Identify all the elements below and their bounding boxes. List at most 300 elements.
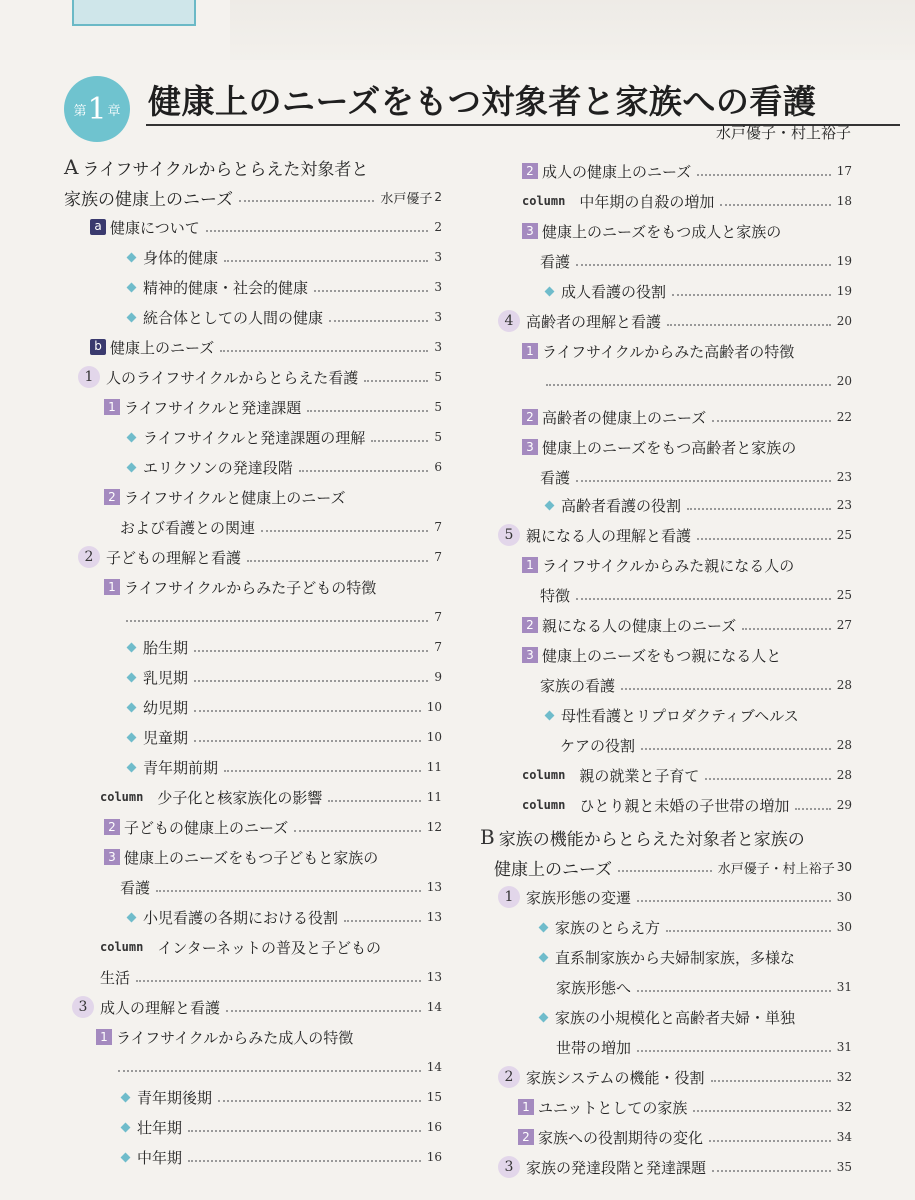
leader-dots (712, 420, 830, 422)
toc-entry-label: 母性看護とリプロダクティブヘルス (561, 706, 799, 725)
diamond-bullet-icon (127, 312, 137, 322)
toc-entry-label: ライフサイクルからみた子どもの特徴 (124, 578, 377, 597)
leader-dots (218, 1100, 421, 1102)
page-number: 7 (434, 520, 442, 534)
page-number: 2 (434, 220, 442, 234)
chapter-title: 健康上のニーズをもつ対象者と家族への看護 (148, 82, 817, 121)
toc-entry-label: 家族の機能からとらえた対象者と家族の (498, 829, 805, 850)
page-number: 23 (836, 470, 852, 484)
toc-entry-label: 特徴 (540, 586, 571, 605)
section-letter: A (64, 155, 79, 179)
leader-dots (294, 830, 420, 832)
diamond-bullet-icon (539, 1012, 549, 1022)
toc-entry-label: 家族の発達段階と発達課題 (526, 1158, 707, 1177)
toc-entry[interactable] (498, 884, 852, 910)
column-keyword: column (522, 194, 566, 208)
entry-author: 水戸優子・村上裕子 (717, 861, 835, 877)
toc-entry[interactable] (104, 814, 442, 840)
leader-dots (239, 200, 374, 202)
section-letter: B (480, 825, 495, 849)
leader-dots (687, 508, 831, 510)
toc-entry-label: 壮年期 (137, 1118, 183, 1137)
subsection-letter: a (90, 219, 106, 235)
page-number: 16 (426, 1150, 442, 1164)
toc-entry-label: 健康上のニーズ (110, 338, 215, 357)
page-number: 20 (836, 314, 852, 328)
leader-dots (247, 560, 428, 562)
leader-dots (314, 290, 428, 292)
diamond-bullet-icon (127, 252, 137, 262)
toc-entry[interactable] (556, 1034, 852, 1060)
page-number: 14 (426, 1060, 442, 1074)
chapter-prefix: 第 (73, 103, 87, 119)
toc-entry[interactable] (540, 368, 852, 394)
toc-entry[interactable] (126, 904, 442, 930)
toc-entry[interactable] (126, 304, 442, 330)
leader-dots (299, 470, 429, 472)
leader-dots (693, 1110, 830, 1112)
diamond-bullet-icon (121, 1122, 131, 1132)
toc-entry[interactable] (64, 154, 442, 180)
page-number: 32 (836, 1070, 852, 1084)
number-box: 2 (522, 617, 538, 633)
diamond-bullet-icon (121, 1152, 131, 1162)
page-number: 7 (434, 550, 442, 564)
leader-dots (224, 260, 428, 262)
leader-dots (328, 800, 420, 802)
toc-entry-label: 親になる人の健康上のニーズ (542, 616, 737, 635)
diamond-bullet-icon (545, 286, 555, 296)
leader-dots (226, 1010, 421, 1012)
toc-entry-label: および看護との関連 (120, 518, 256, 537)
toc-entry-label: 高齢者の健康上のニーズ (542, 408, 707, 427)
toc-entry-label: 成人の理解と看護 (100, 998, 221, 1017)
leader-dots (118, 1070, 421, 1072)
diamond-bullet-icon (127, 432, 137, 442)
diamond-bullet-icon (127, 912, 137, 922)
number-circle: 1 (78, 366, 100, 388)
toc-entry[interactable] (64, 184, 442, 210)
toc-entry-label: 健康について (110, 218, 200, 237)
toc-entry-label: 家族のとらえ方 (555, 918, 661, 937)
page-number: 5 (434, 430, 442, 444)
toc-entry[interactable] (538, 914, 852, 940)
toc-entry[interactable] (126, 244, 442, 270)
number-circle: 3 (498, 1156, 520, 1178)
toc-entry-label: 家族への役割期待の変化 (538, 1128, 704, 1147)
page-number: 32 (836, 1100, 852, 1114)
leader-dots (371, 440, 428, 442)
toc-entry[interactable] (522, 404, 852, 430)
page-number: 5 (434, 370, 442, 384)
toc-entry-label: 子どもの健康上のニーズ (124, 818, 289, 837)
leader-dots (364, 380, 428, 382)
leader-dots (194, 650, 428, 652)
page-number: 25 (836, 588, 852, 602)
number-box: 3 (522, 439, 538, 455)
toc-entry[interactable] (104, 844, 442, 870)
leader-dots (697, 538, 831, 540)
leader-dots (637, 990, 831, 992)
entry-author: 水戸優子 (380, 191, 433, 207)
toc-entry[interactable] (540, 672, 852, 698)
leader-dots (576, 264, 831, 266)
page-number: 6 (434, 460, 442, 474)
toc-entry-label: 家族の小規模化と高齢者夫婦・単独 (555, 1008, 796, 1027)
page-number: 14 (426, 1000, 442, 1014)
toc-entry-label: 児童期 (143, 728, 189, 747)
leader-dots (697, 174, 830, 176)
page-number: 13 (426, 910, 442, 924)
toc-entry[interactable] (78, 364, 442, 390)
page-number: 22 (836, 410, 852, 424)
page-number: 25 (836, 528, 852, 542)
column-keyword: column (100, 940, 144, 954)
toc-entry[interactable] (498, 1064, 852, 1090)
toc-entry[interactable] (126, 754, 442, 780)
toc-entry-label: 中年期の自殺の増加 (579, 192, 715, 211)
page-number: 20 (836, 374, 852, 388)
toc-entry[interactable] (540, 248, 852, 274)
toc-entry-label: 親になる人の理解と看護 (526, 526, 692, 545)
toc-entry[interactable] (498, 308, 852, 334)
toc-entry[interactable] (522, 434, 852, 460)
toc-entry[interactable] (120, 604, 442, 630)
page-number: 7 (434, 610, 442, 624)
leader-dots (576, 598, 831, 600)
page-number: 30 (836, 920, 852, 934)
leader-dots (621, 688, 831, 690)
page-number: 31 (836, 1040, 852, 1054)
toc-entry[interactable] (72, 994, 442, 1020)
number-box: 1 (518, 1099, 534, 1115)
leader-dots (156, 890, 421, 892)
toc-entry[interactable] (522, 338, 852, 364)
toc-entry[interactable] (544, 492, 852, 518)
subsection-letter: b (90, 339, 106, 355)
toc-entry-label: ライフサイクルからとらえた対象者と (82, 159, 369, 180)
page-number: 19 (836, 254, 852, 268)
leader-dots (795, 808, 830, 810)
number-box: 1 (96, 1029, 112, 1045)
page-number: 9 (434, 670, 442, 684)
leader-dots (307, 410, 428, 412)
toc-entry[interactable] (120, 1144, 442, 1170)
number-box: 3 (104, 849, 120, 865)
toc-entry-label: 幼児期 (143, 698, 189, 717)
leader-dots (344, 920, 421, 922)
toc-entry[interactable] (104, 484, 442, 510)
toc-entry[interactable] (100, 784, 442, 810)
toc-entry-label: 人のライフサイクルからとらえた看護 (106, 368, 359, 387)
diamond-bullet-icon (127, 732, 137, 742)
page-number: 16 (426, 1120, 442, 1134)
number-box: 3 (522, 223, 538, 239)
leader-dots (194, 740, 421, 742)
toc-entry[interactable] (522, 612, 852, 638)
page-number: 10 (426, 700, 442, 714)
number-circle: 4 (498, 310, 520, 332)
leader-dots (637, 900, 831, 902)
toc-entry[interactable] (78, 544, 442, 570)
toc-entry-label: インターネットの普及と子どもの (157, 938, 382, 957)
toc-entry[interactable] (120, 514, 442, 540)
toc-entry[interactable] (522, 218, 852, 244)
leader-dots (576, 480, 831, 482)
toc-entry[interactable] (522, 552, 852, 578)
toc-entry[interactable] (522, 188, 852, 214)
number-box: 2 (522, 163, 538, 179)
page-number: 15 (426, 1090, 442, 1104)
column-keyword: column (100, 790, 144, 804)
toc-entry-label: 高齢者看護の役割 (561, 496, 682, 515)
page-number: 11 (426, 760, 442, 774)
leader-dots (667, 324, 831, 326)
toc-entry[interactable] (538, 944, 852, 970)
number-box: 2 (522, 409, 538, 425)
page-number: 34 (836, 1130, 852, 1144)
diamond-bullet-icon (121, 1092, 131, 1102)
page-number: 13 (426, 970, 442, 984)
toc-entry[interactable] (126, 274, 442, 300)
toc-entry[interactable] (544, 278, 852, 304)
toc-entry[interactable] (522, 158, 852, 184)
leader-dots (126, 620, 428, 622)
toc-entry-label: ライフサイクルからみた高齢者の特徴 (542, 342, 795, 361)
toc-entry-label: ライフサイクルと発達課題 (124, 398, 302, 417)
page-number: 28 (836, 738, 852, 752)
toc-entry-label: ライフサイクルからみた親になる人の (542, 556, 795, 575)
toc-entry[interactable] (126, 664, 442, 690)
page-number: 13 (426, 880, 442, 894)
toc-entry-label: 世帯の増加 (556, 1038, 632, 1057)
toc-entry[interactable] (126, 454, 442, 480)
leader-dots (666, 930, 831, 932)
toc-entry[interactable] (90, 334, 442, 360)
column-keyword: column (522, 768, 566, 782)
leader-dots (194, 680, 428, 682)
number-circle: 5 (498, 524, 520, 546)
number-box: 1 (522, 557, 538, 573)
top-tab-decoration (72, 0, 196, 26)
leader-dots (206, 230, 429, 232)
page-number: 12 (426, 820, 442, 834)
toc-entry-label: 生活 (100, 968, 131, 987)
toc-entry-label: 青年期後期 (137, 1088, 213, 1107)
toc-entry[interactable] (522, 792, 852, 818)
leader-dots (672, 294, 831, 296)
page-number: 3 (434, 280, 442, 294)
toc-entry-label: 統合体としての人間の健康 (143, 308, 324, 327)
toc-entry[interactable] (96, 1024, 442, 1050)
leader-dots (220, 350, 428, 352)
toc-entry-label: 看護 (540, 252, 571, 271)
toc-entry[interactable] (556, 974, 852, 1000)
leader-dots (709, 1140, 831, 1142)
page-number: 5 (434, 400, 442, 414)
leader-dots (742, 628, 830, 630)
toc-entry[interactable] (100, 964, 442, 990)
page-number: 17 (836, 164, 852, 178)
page-number: 3 (434, 250, 442, 264)
page-number: 27 (836, 618, 852, 632)
page-number: 35 (836, 1160, 852, 1174)
number-circle: 2 (78, 546, 100, 568)
toc-entry-label: 青年期前期 (143, 758, 219, 777)
leader-dots (637, 1050, 831, 1052)
page-number: 28 (836, 678, 852, 692)
diamond-bullet-icon (127, 672, 137, 682)
leader-dots (720, 204, 830, 206)
toc-entry-label: 看護 (120, 878, 151, 897)
leader-dots (618, 870, 712, 872)
toc-entry[interactable] (120, 874, 442, 900)
toc-entry[interactable] (480, 824, 852, 850)
toc-entry-label: 小児看護の各期における役割 (143, 908, 339, 927)
toc-entry-label: 親の就業と子育て (579, 766, 700, 785)
page-number: 11 (426, 790, 442, 804)
number-box: 2 (104, 489, 120, 505)
toc-entry[interactable] (120, 1084, 442, 1110)
diamond-bullet-icon (127, 642, 137, 652)
number-box: 2 (518, 1129, 534, 1145)
toc-entry-label: 健康上のニーズをもつ子どもと家族の (124, 848, 379, 867)
leader-dots (188, 1160, 421, 1162)
number-circle: 2 (498, 1066, 520, 1088)
leader-dots (329, 320, 428, 322)
page-number: 2 (434, 190, 442, 204)
toc-entry[interactable] (126, 724, 442, 750)
leader-dots (194, 710, 421, 712)
toc-entry-label: 健康上のニーズをもつ親になる人と (542, 646, 782, 665)
toc-entry-label: ライフサイクルと健康上のニーズ (124, 488, 346, 507)
toc-entry-label: 子どもの理解と看護 (106, 548, 242, 567)
page-number: 19 (836, 284, 852, 298)
toc-entry[interactable] (560, 732, 852, 758)
toc-entry[interactable] (100, 934, 442, 960)
toc-entry[interactable] (498, 1154, 852, 1180)
toc-entry[interactable] (522, 762, 852, 788)
bleed-through-background (230, 0, 915, 60)
diamond-bullet-icon (127, 702, 137, 712)
number-circle: 1 (498, 886, 520, 908)
page-number: 23 (836, 498, 852, 512)
toc-entry[interactable] (90, 214, 442, 240)
toc-entry-label: 家族の健康上のニーズ (64, 189, 234, 210)
toc-entry[interactable] (126, 694, 442, 720)
chapter-suffix: 章 (107, 103, 121, 119)
toc-entry[interactable] (120, 1114, 442, 1140)
leader-dots (136, 980, 421, 982)
toc-entry-label: 中年期 (137, 1148, 183, 1167)
toc-entry-label: ライフサイクルと発達課題の理解 (143, 428, 366, 447)
toc-entry-label: 成人看護の役割 (561, 282, 667, 301)
toc-entry-label: 家族形態へ (556, 978, 632, 997)
diamond-bullet-icon (127, 282, 137, 292)
page-number: 31 (836, 980, 852, 994)
number-box: 1 (522, 343, 538, 359)
diamond-bullet-icon (127, 462, 137, 472)
toc-entry-label: 胎生期 (143, 638, 189, 657)
toc-entry-label: 身体的健康 (143, 248, 219, 267)
leader-dots (188, 1130, 421, 1132)
diamond-bullet-icon (127, 762, 137, 772)
toc-entry[interactable] (498, 522, 852, 548)
chapter-authors: 水戸優子・村上裕子 (715, 124, 851, 142)
column-keyword: column (522, 798, 566, 812)
toc-entry-label: 高齢者の理解と看護 (526, 312, 662, 331)
toc-entry[interactable] (126, 634, 442, 660)
toc-entry-label: 看護 (540, 468, 571, 487)
diamond-bullet-icon (545, 710, 555, 720)
toc-entry-label: ユニットとしての家族 (538, 1098, 688, 1117)
toc-entry-label: 成人の健康上のニーズ (542, 162, 692, 181)
page-number: 3 (434, 310, 442, 324)
toc-entry[interactable] (126, 424, 442, 450)
toc-entry-label: 家族の看護 (540, 676, 616, 695)
chapter-number: 1 (87, 91, 107, 127)
number-box: 1 (104, 399, 120, 415)
diamond-bullet-icon (539, 952, 549, 962)
toc-entry-label: 健康上のニーズをもつ成人と家族の (542, 222, 782, 241)
leader-dots (261, 530, 428, 532)
toc-entry-label: 精神的健康・社会的健康 (143, 278, 309, 297)
page-number: 18 (836, 194, 852, 208)
number-box: 2 (104, 819, 120, 835)
toc-entry[interactable] (544, 702, 852, 728)
page-number: 7 (434, 640, 442, 654)
leader-dots (224, 770, 421, 772)
toc-entry[interactable] (518, 1094, 852, 1120)
leader-dots (712, 1170, 831, 1172)
toc-entry-label: 乳児期 (143, 668, 189, 687)
toc-entry-label: 直系制家族から夫婦制家族，多様な (555, 948, 796, 967)
page-number: 29 (836, 798, 852, 812)
toc-entry-label: ひとり親と未婚の子世帯の増加 (579, 796, 790, 815)
diamond-bullet-icon (545, 500, 555, 510)
toc-entry[interactable] (540, 582, 852, 608)
leader-dots (641, 748, 831, 750)
number-box: 3 (522, 647, 538, 663)
toc-entry-label: ライフサイクルからみた成人の特徴 (116, 1028, 354, 1047)
toc-entry[interactable] (112, 1054, 442, 1080)
chapter-badge (64, 76, 130, 142)
toc-entry[interactable] (538, 1004, 852, 1030)
leader-dots (705, 778, 830, 780)
page-number: 3 (434, 340, 442, 354)
number-box: 1 (104, 579, 120, 595)
page-number: 30 (836, 860, 852, 874)
toc-entry-label: 少子化と核家族化の影響 (157, 788, 323, 807)
toc-entry-label: 家族形態の変遷 (526, 888, 632, 907)
leader-dots (711, 1080, 831, 1082)
toc-entry[interactable] (494, 854, 852, 880)
toc-entry[interactable] (518, 1124, 852, 1150)
page-number: 28 (836, 768, 852, 782)
toc-entry-label: 健康上のニーズ (494, 859, 613, 880)
toc-entry[interactable] (104, 394, 442, 420)
diamond-bullet-icon (539, 922, 549, 932)
toc-entry[interactable] (104, 574, 442, 600)
toc-entry[interactable] (522, 642, 852, 668)
number-circle: 3 (72, 996, 94, 1018)
page-number: 30 (836, 890, 852, 904)
page-number: 10 (426, 730, 442, 744)
leader-dots (546, 384, 831, 386)
toc-entry-label: エリクソンの発達段階 (143, 458, 293, 477)
toc-entry[interactable] (540, 464, 852, 490)
toc-entry-label: 家族システムの機能・役割 (526, 1068, 705, 1087)
